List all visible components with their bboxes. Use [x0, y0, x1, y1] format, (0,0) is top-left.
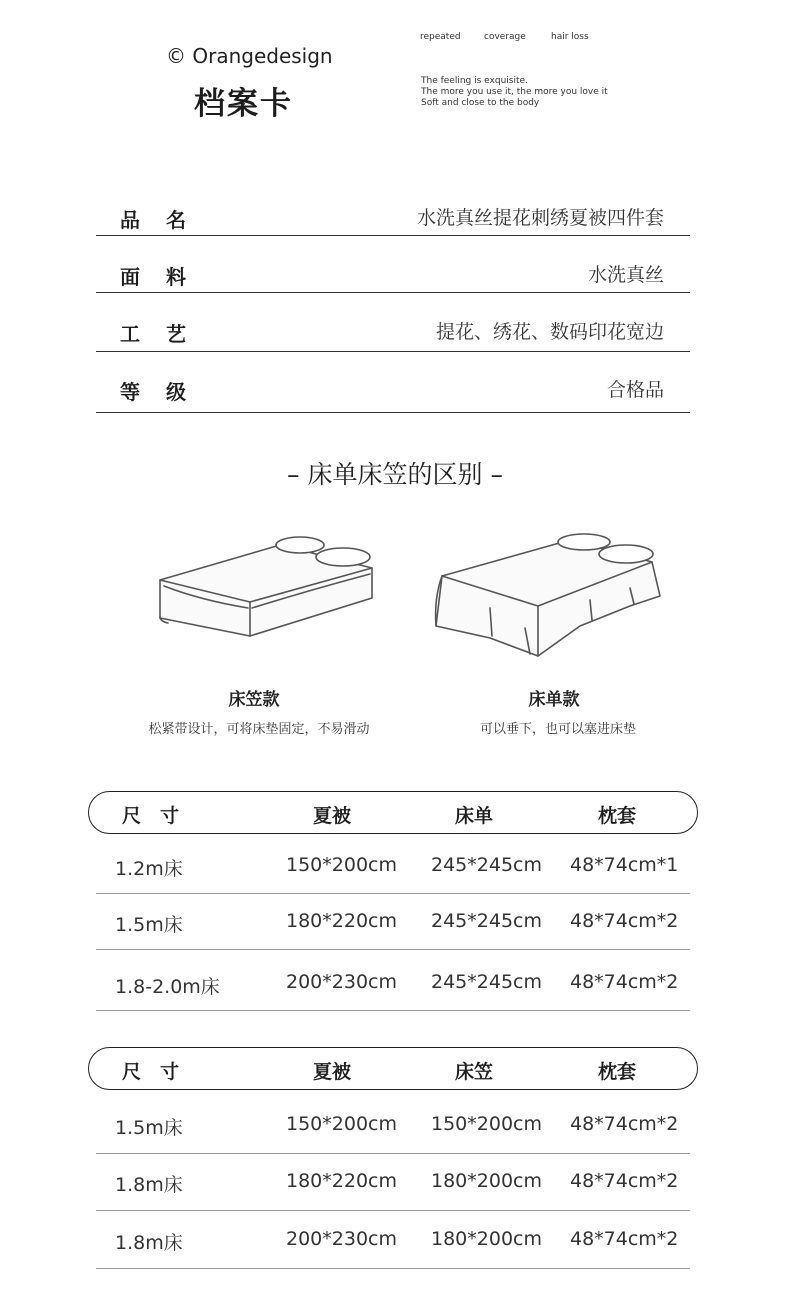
table-cell: 180*200cm [431, 1228, 542, 1250]
table-cell: 48*74cm*2 [570, 1228, 679, 1250]
brand-name: © Orangedesign [166, 44, 333, 68]
slogan-line: Soft and close to the body [421, 98, 540, 108]
table-cell: 245*245cm [431, 854, 542, 876]
table-cell: 200*230cm [286, 971, 397, 993]
spec-label [120, 318, 186, 347]
table-cell-size: 1.8m床 [115, 1232, 183, 1254]
spec-label-char: 品 [120, 208, 140, 232]
spec-row-craft [96, 310, 690, 352]
column-header-sheet: 床单 [455, 805, 494, 827]
column-header-pillowcase: 枕套 [598, 805, 637, 827]
table-row [96, 950, 690, 1011]
table-cell: 48*74cm*2 [570, 971, 679, 993]
spec-value: 水洗真丝 [587, 264, 664, 286]
table-cell: 180*220cm [286, 910, 397, 932]
column-header-size: 尺 寸 [122, 805, 180, 827]
column-header-size: 尺 寸 [122, 1061, 180, 1083]
spec-label-char: 名 [166, 208, 186, 232]
table-cell-size: 1.8m床 [115, 1174, 183, 1196]
card-title: 档案卡 [194, 86, 293, 122]
slogan-line: The more you use it, the more you love it [421, 87, 608, 97]
slogan-line: The feeling is exquisite. [421, 76, 528, 86]
table-cell: 200*230cm [286, 1228, 397, 1250]
spec-label-char: 料 [166, 265, 186, 289]
spec-row-grade [96, 369, 690, 413]
table-cell: 180*220cm [286, 1170, 397, 1192]
table-row [96, 1154, 690, 1211]
spec-label-char: 级 [166, 380, 186, 404]
table-cell: 150*200cm [286, 1113, 397, 1135]
bed-style-name: 床笠款 [228, 690, 280, 710]
table-cell: 180*200cm [431, 1170, 542, 1192]
spec-row-name [96, 196, 690, 236]
spec-label [120, 204, 186, 233]
size-table-header [88, 1047, 698, 1090]
spec-value: 水洗真丝提花刺绣夏被四件套 [416, 207, 664, 229]
section-heading: – 床单床笠的区别 – [287, 460, 503, 489]
size-table-header [88, 791, 698, 834]
table-cell: 48*74cm*2 [570, 1113, 679, 1135]
spec-label-char: 等 [120, 380, 140, 404]
spec-label-char: 面 [120, 265, 140, 289]
table-cell-size: 1.5m床 [115, 914, 183, 936]
spec-label-char: 工 [120, 322, 140, 346]
table-cell-size: 1.8-2.0m床 [115, 976, 220, 998]
column-header-quilt: 夏被 [313, 805, 352, 827]
tag-hair-loss: hair loss [551, 32, 589, 42]
table-cell-size: 1.5m床 [115, 1117, 183, 1139]
spec-label [120, 376, 186, 405]
table-cell: 48*74cm*1 [570, 854, 679, 876]
spec-value: 合格品 [606, 379, 664, 401]
spec-label [120, 261, 186, 290]
tag-repeated: repeated [420, 32, 461, 42]
table-cell: 150*200cm [286, 854, 397, 876]
bed-style-description: 松紧带设计，可将床垫固定，不易滑动 [148, 722, 370, 737]
flat-sheet-bed-icon [430, 528, 670, 668]
table-cell: 150*200cm [431, 1113, 542, 1135]
spec-value: 提花、绣花、数码印花宽边 [435, 321, 664, 343]
column-header-pillowcase: 枕套 [598, 1061, 637, 1083]
spec-label-char: 艺 [166, 322, 186, 346]
table-cell: 245*245cm [431, 971, 542, 993]
table-row [96, 1096, 690, 1154]
table-row [96, 1211, 690, 1269]
table-cell-size: 1.2m床 [115, 858, 183, 880]
spec-row-material [96, 253, 690, 293]
bed-style-name: 床单款 [528, 690, 580, 710]
table-row [96, 836, 690, 894]
table-cell: 48*74cm*2 [570, 910, 679, 932]
fitted-sheet-bed-icon [150, 530, 380, 660]
table-row [96, 894, 690, 950]
bed-style-description: 可以垂下，也可以塞进床垫 [479, 722, 636, 737]
tag-coverage: coverage [484, 32, 526, 42]
table-cell: 48*74cm*2 [570, 1170, 679, 1192]
table-cell: 245*245cm [431, 910, 542, 932]
column-header-quilt: 夏被 [313, 1061, 352, 1083]
column-header-fitted-sheet: 床笠 [455, 1061, 494, 1083]
